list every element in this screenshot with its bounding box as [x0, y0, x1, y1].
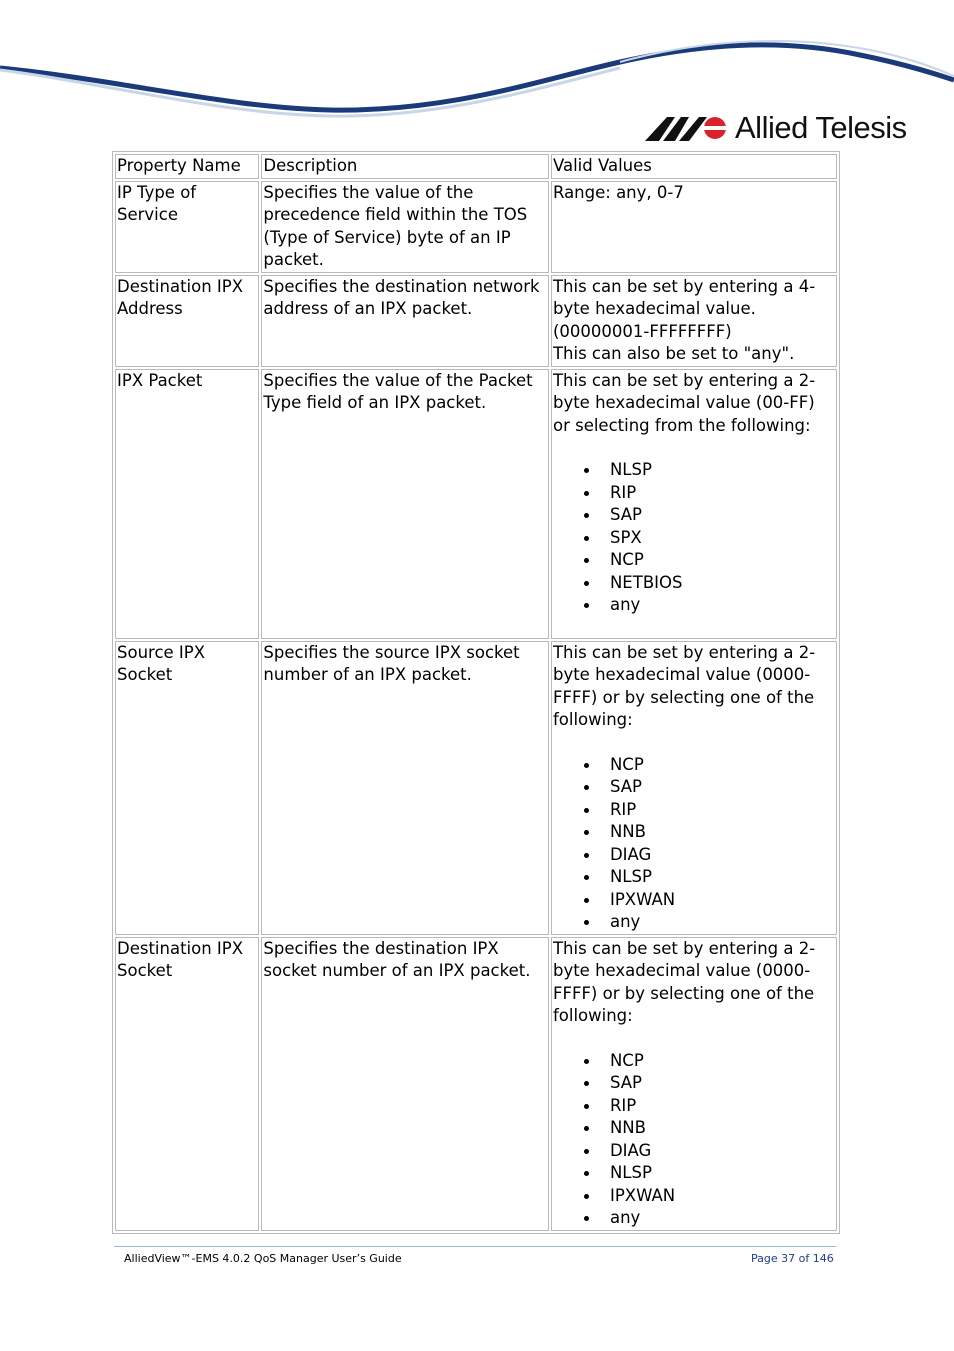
- valid-values-text: This can also be set to "any".: [552, 344, 795, 363]
- valid-values-text: Range: any, 0-7: [552, 182, 684, 202]
- cell-valid-values: [551, 641, 837, 935]
- list-item: NCP: [579, 549, 835, 572]
- cell-description: Specifies the source IPX socket number of an IPX packet.: [261, 641, 549, 935]
- valid-values-text: This can be set by entering a 2-byte hexadecimal value (0000-FFFF) or by selecting one of the following:: [552, 938, 816, 1025]
- cell-property-name: Destination IPX Socket: [115, 937, 259, 1231]
- table-row: [115, 937, 837, 1231]
- list-item: IPXWAN: [579, 1185, 835, 1208]
- list-item: DIAG: [579, 844, 835, 867]
- list-item: DIAG: [579, 1140, 835, 1163]
- logo-mark-icon: [645, 115, 727, 141]
- list-item: NLSP: [579, 459, 835, 482]
- list-item: NLSP: [579, 1162, 835, 1185]
- cell-description: Specifies the destination IPX socket number of an IPX packet.: [261, 937, 549, 1231]
- options-list: [553, 1050, 835, 1230]
- table-row: [115, 369, 837, 639]
- allied-telesis-logo: [645, 108, 907, 148]
- valid-values-text: This can be set by entering a 4-byte hexadecimal value. (00000001-FFFFFFFF): [552, 276, 816, 341]
- cell-valid-values: [551, 369, 837, 639]
- list-item: NLSP: [579, 866, 835, 889]
- valid-values-text: This can be set by entering a 2-byte hexadecimal value (00-FF) or selecting from the following:: [552, 370, 816, 435]
- footer-divider: [114, 1246, 836, 1247]
- property-table: [112, 151, 840, 1234]
- list-item: SPX: [579, 527, 835, 550]
- list-item: NETBIOS: [579, 572, 835, 595]
- header-description: Description: [261, 154, 549, 179]
- list-item: any: [579, 1207, 835, 1230]
- cell-description: Specifies the value of the Packet Type field of an IPX packet.: [261, 369, 549, 639]
- list-item: any: [579, 594, 835, 617]
- list-item: SAP: [579, 504, 835, 527]
- cell-property-name: IP Type of Service: [115, 181, 259, 273]
- list-item: NCP: [579, 754, 835, 777]
- list-item: SAP: [579, 1072, 835, 1095]
- options-list: [553, 754, 835, 934]
- cell-property-name: IPX Packet: [115, 369, 259, 639]
- list-item: RIP: [579, 482, 835, 505]
- cell-property-name: Source IPX Socket: [115, 641, 259, 935]
- list-item: IPXWAN: [579, 889, 835, 912]
- list-item: NNB: [579, 821, 835, 844]
- cell-property-name: Destination IPX Address: [115, 275, 259, 367]
- list-item: RIP: [579, 799, 835, 822]
- logo-wordmark: Allied Telesis: [735, 110, 907, 145]
- list-item: RIP: [579, 1095, 835, 1118]
- valid-values-text: This can be set by entering a 2-byte hexadecimal value (0000-FFFF) or by selecting one of the following:: [552, 642, 816, 729]
- list-item: any: [579, 911, 835, 934]
- header-valid-values: Valid Values: [551, 154, 837, 179]
- table-row: [115, 275, 837, 367]
- list-item: SAP: [579, 776, 835, 799]
- header-property-name: Property Name: [115, 154, 259, 179]
- cell-valid-values: [551, 937, 837, 1231]
- table-header-row: [115, 154, 837, 179]
- cell-description: Specifies the value of the precedence field within the TOS (Type of Service) byte of an IP packet.: [261, 181, 549, 273]
- options-list: [553, 459, 835, 617]
- footer-page-number: Page 37 of 146: [751, 1252, 834, 1265]
- footer-document-title: AlliedView™-EMS 4.0.2 QoS Manager User’s Guide: [124, 1252, 402, 1265]
- table-row: [115, 641, 837, 935]
- table-row: [115, 181, 837, 273]
- cell-valid-values: [551, 181, 837, 273]
- list-item: NCP: [579, 1050, 835, 1073]
- list-item: NNB: [579, 1117, 835, 1140]
- cell-valid-values: [551, 275, 837, 367]
- cell-description: Specifies the destination network address of an IPX packet.: [261, 275, 549, 367]
